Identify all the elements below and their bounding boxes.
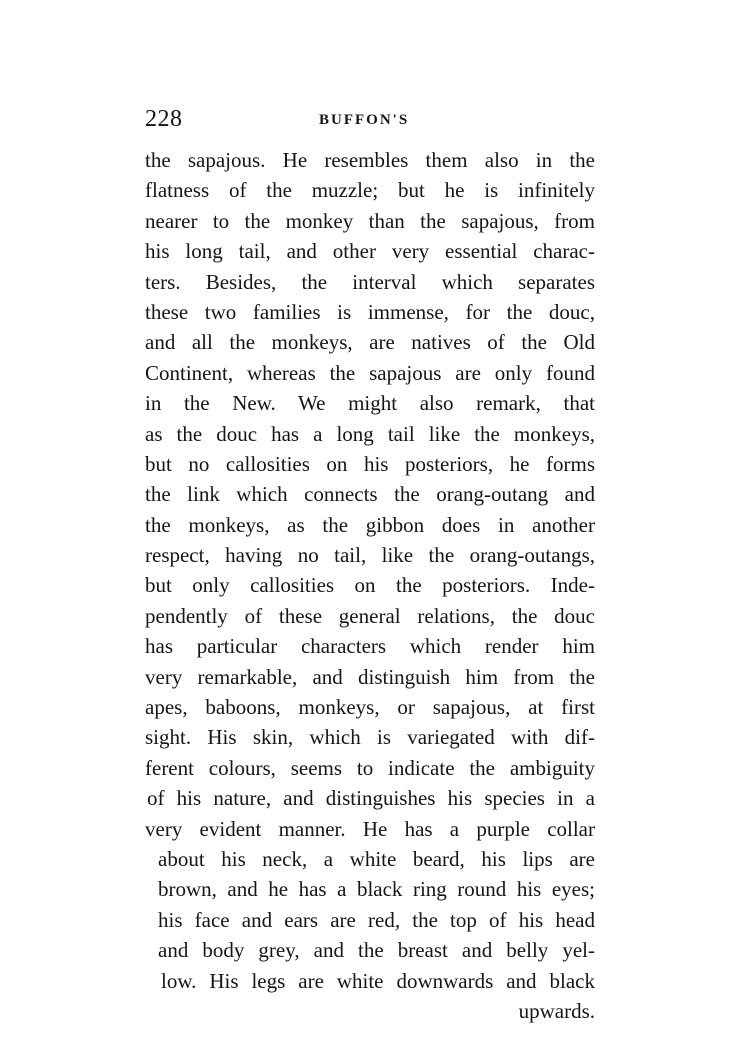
text-line: in the New. We might also remark, that — [145, 391, 595, 416]
text-line: of his nature, and distinguishes his species in a — [147, 786, 595, 811]
text-line: his face and ears are red, the top of his head — [158, 907, 595, 932]
text-line: but only callosities on the posteriors. Inde- — [145, 573, 595, 598]
text-line: ters. Besides, the interval which separates — [145, 269, 595, 294]
page-header — [145, 106, 595, 136]
text-line: and all the monkeys, are natives of the Old — [145, 330, 595, 355]
page-number: 228 — [145, 106, 183, 132]
text-line: nearer to the monkey than the sapajous, from — [145, 208, 595, 233]
text-line: flatness of the muzzle; but he is infinitely — [145, 178, 595, 203]
text-line: his long tail, and other very essential charac- — [145, 239, 595, 264]
text-line: but no callosities on his posteriors, he forms — [145, 451, 595, 476]
text-line: very evident manner. He has a purple collar — [145, 816, 595, 841]
text-line: respect, having no tail, like the orang-outangs, — [145, 543, 595, 568]
text-line: pendently of these general relations, the douc — [145, 603, 595, 628]
catchword: upwards. — [518, 998, 595, 1023]
text-line: and body grey, and the breast and belly yel- — [158, 938, 595, 963]
text-line: low. His legs are white downwards and black — [161, 968, 595, 993]
text-line: apes, baboons, monkeys, or sapajous, at first — [145, 695, 595, 720]
text-line: has particular characters which render him — [145, 634, 595, 659]
running-head: BUFFON'S — [319, 112, 410, 128]
text-line: Continent, whereas the sapajous are only found — [145, 360, 595, 385]
text-line: the monkeys, as the gibbon does in another — [145, 512, 595, 537]
text-line: the sapajous. He resembles them also in the — [145, 148, 595, 172]
text-line: very remarkable, and distinguish him from the — [145, 664, 595, 689]
text-line: sight. His skin, which is variegated with dif- — [145, 725, 595, 750]
text-line: these two families is immense, for the douc, — [145, 299, 595, 324]
text-line: about his neck, a white beard, his lips are — [158, 846, 595, 871]
body-text — [145, 145, 595, 1026]
text-line: brown, and he has a black ring round his eyes; — [158, 877, 595, 902]
text-line: as the douc has a long tail like the monkeys, — [145, 421, 595, 446]
text-line: ferent colours, seems to indicate the ambiguity — [145, 755, 595, 780]
text-line: the link which connects the orang-outang and — [145, 482, 595, 507]
